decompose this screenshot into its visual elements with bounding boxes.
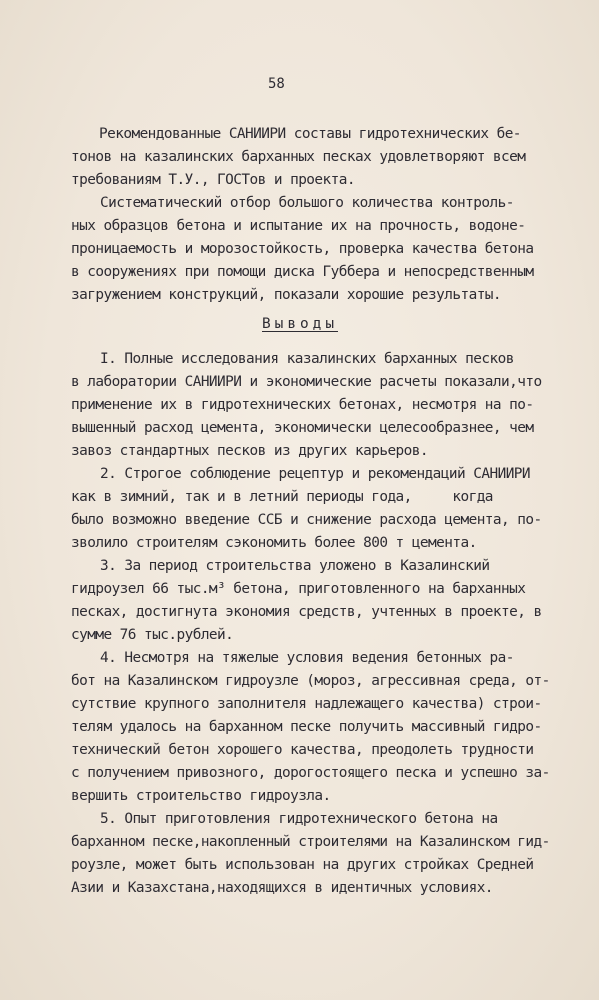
conclusions-heading: Выводы — [262, 316, 338, 332]
page-number: 58 — [268, 76, 285, 92]
conclusion-line-2: в лаборатории САНИИРИ и экономические расчеты показали,что — [71, 374, 542, 390]
conclusion-line-13: сумме 76 тыс.рублей. — [71, 627, 234, 643]
intro-line-6: проницаемость и морозостойкость, проверка качества бетона — [71, 241, 534, 257]
conclusion-line-22: барханном песке,накопленный строителями на Казалинском гид- — [71, 834, 550, 850]
conclusion-line-10: 3. За период строительства уложено в Казалинский — [100, 558, 490, 574]
intro-line-4: Систематический отбор большого количества контроль- — [100, 195, 514, 211]
conclusion-line-20: вершить строительство гидроузла. — [71, 788, 331, 804]
intro-line-3: требованиям Т.У., ГОСТов и проекта. — [71, 172, 355, 188]
conclusion-line-7: как в зимний, так и в летний периоды года, когда — [71, 489, 493, 505]
intro-line-2: тонов на казалинских барханных песках удовлетворяют всем — [71, 149, 526, 165]
conclusion-line-3: применение их в гидротехнических бетонах, несмотря на по- — [71, 397, 534, 413]
conclusion-line-18: технический бетон хорошего качества, преодолеть трудности — [71, 742, 534, 758]
conclusion-line-5: завоз стандартных песков из других карьеров. — [71, 443, 429, 459]
conclusion-line-9: зволило строителям сэкономить более 800 т цемента. — [71, 535, 477, 551]
intro-line-8: загружением конструкций, показали хорошие результаты. — [71, 287, 502, 303]
conclusion-line-16: сутствие крупного заполнителя надлежащего качества) строи- — [71, 696, 542, 712]
conclusion-line-21: 5. Опыт приготовления гидротехнического бетона на — [100, 811, 498, 827]
conclusion-line-24: Азии и Казахстана,находящихся в идентичных условиях. — [71, 880, 493, 896]
conclusion-line-15: бот на Казалинском гидроузле (мороз, агрессивная среда, от- — [71, 673, 550, 689]
intro-line-5: ных образцов бетона и испытание их на прочность, водоне- — [71, 218, 526, 234]
intro-line-7: в сооружениях при помощи диска Губбера и непосредственным — [71, 264, 534, 280]
intro-line-1: Рекомендованные САНИИРИ составы гидротехнических бе- — [99, 126, 521, 142]
conclusion-line-8: было возможно введение ССБ и снижение расхода цемента, по- — [71, 512, 542, 528]
conclusion-line-14: 4. Несмотря на тяжелые условия ведения бетонных ра- — [100, 650, 514, 666]
conclusion-line-17: телям удалось на барханном песке получить массивный гидро- — [71, 719, 542, 735]
conclusion-line-1: I. Полные исследования казалинских барханных песков — [100, 351, 514, 367]
conclusion-line-11: гидроузел 66 тыс.м³ бетона, приготовленного на барханных — [71, 581, 526, 597]
conclusion-line-19: с получением привозного, дорогостоящего песка и успешно за- — [71, 765, 550, 781]
conclusion-line-4: вышенный расход цемента, экономически целесообразнее, чем — [71, 420, 534, 436]
conclusion-line-6: 2. Строгое соблюдение рецептур и рекомендаций САНИИРИ — [100, 466, 531, 482]
conclusion-line-12: песках, достигнута экономия средств, учтенных в проекте, в — [71, 604, 542, 620]
conclusion-line-23: роузле, может быть использован на других стройках Средней — [71, 857, 534, 873]
